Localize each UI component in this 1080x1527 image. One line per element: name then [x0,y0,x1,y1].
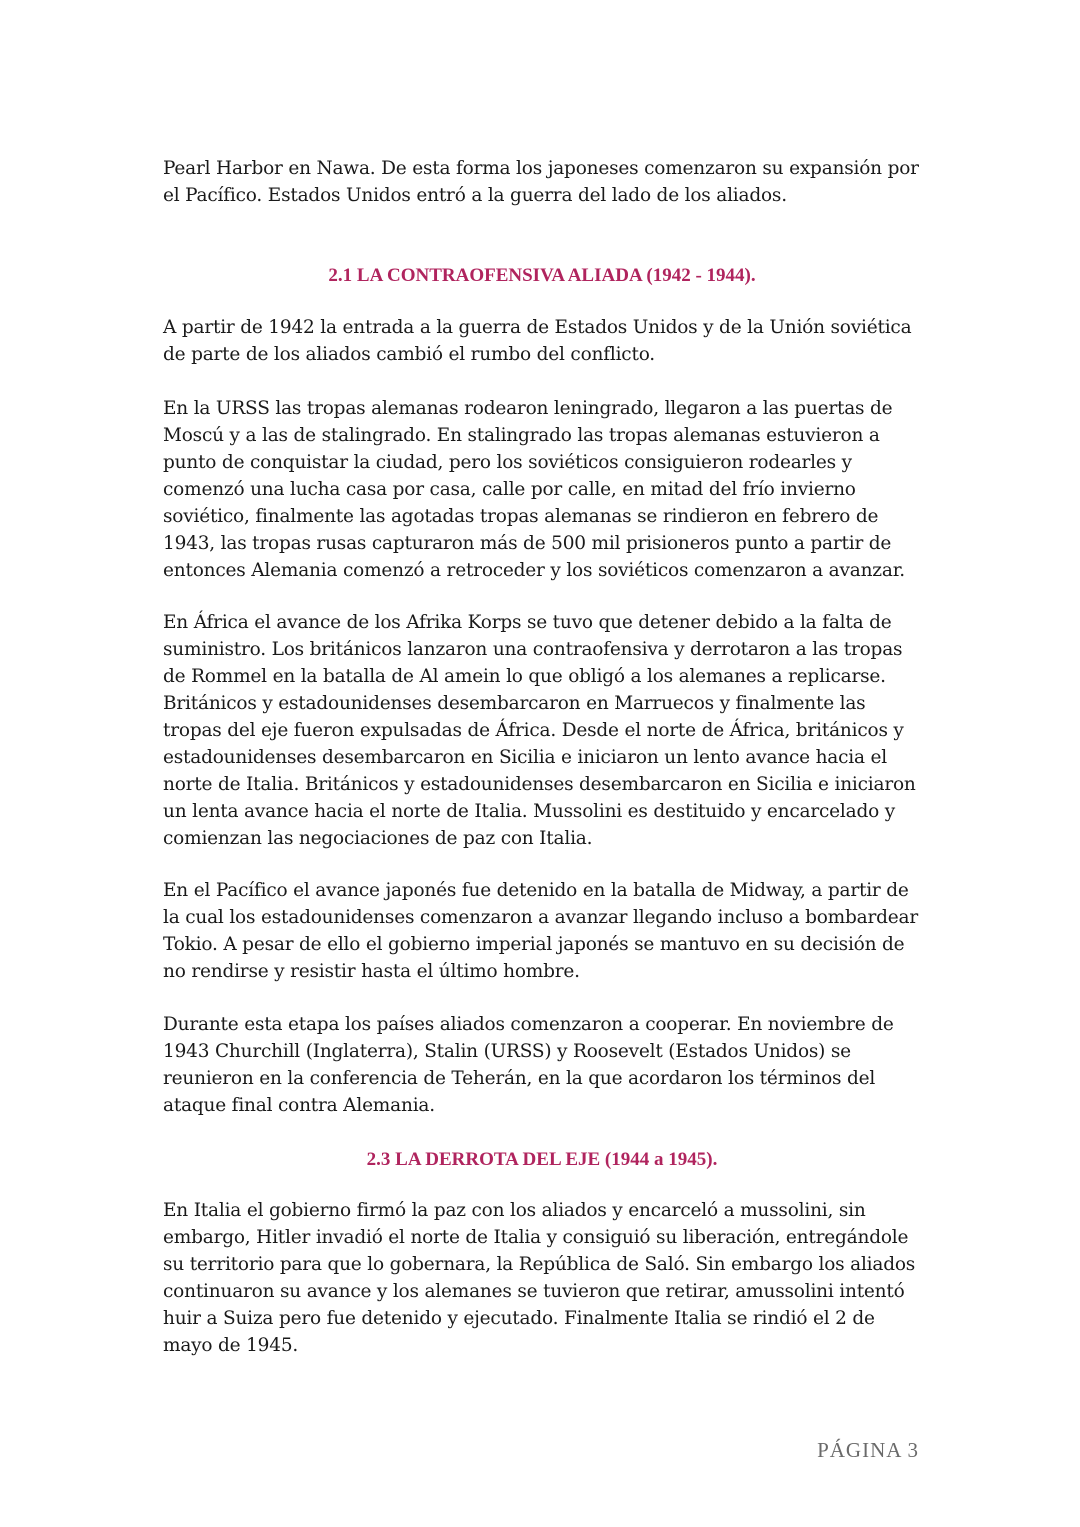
paragraph-pearl-harbor: Pearl Harbor en Nawa. De esta forma los japoneses comenzaron su expansión por el Pacífico. Estados Unidos entró a la guerra del lado de los aliados. [163,158,919,206]
page-number: PÁGINA 3 [817,1438,919,1462]
paragraph-entrada-guerra: A partir de 1942 la entrada a la guerra de Estados Unidos y de la Unión soviética de parte de los aliados cambió el rumbo del conflicto. [163,317,912,365]
paragraph-cooperacion: Durante esta etapa los países aliados comenzaron a cooperar. En noviembre de 1943 Churchill (Inglaterra), Stalin (URSS) y Roosevelt (Estados Unidos) se reunieron en la conferencia de Teherán, en la que acordaron los términos del ataque final contra Alemania. [163,1014,894,1116]
section-heading-contraofensiva: 2.1 LA CONTRAOFENSIVA ALIADA (1942 - 1944). [328,265,756,286]
paragraph-italia: En Italia el gobierno firmó la paz con los aliados y encarceló a mussolini, sin embargo, Hitler invadió el norte de Italia y consiguió su liberación, entregándole su territorio para que lo gobernara, la República de Saló. Sin embargo los aliados continuaron su avance y los alemanes se tuvieron que retirar, amussolini intentó huir a Suiza pero fue detenido y ejecutado. Finalmente Italia se rindió el 2 de mayo de 1945. [163,1200,916,1356]
section-heading-derrota-eje: 2.3 LA DERROTA DEL EJE (1944 a 1945). [366,1149,718,1170]
paragraph-urss: En la URSS las tropas alemanas rodearon leningrado, llegaron a las puertas de Moscú y a las de stalingrado. En stalingrado las tropas alemanas estuvieron a punto de conquistar la ciudad, pero los soviéticos consiguieron rodearles y comenzó una lucha casa por casa, calle por calle, en mitad del frío invierno soviético, finalmente las agotadas tropas alemanas se rindieron en febrero de 1943, las tropas rusas capturaron más de 500 mil prisioneros punto a partir de entonces Alemania comenzó a retroceder y los soviéticos comenzaron a avanzar. [163,398,905,581]
paragraph-pacifico: En el Pacífico el avance japonés fue detenido en la batalla de Midway, a partir de la cual los estadounidenses comenzaron a avanzar llegando incluso a bombardear Tokio. A pesar de ello el gobierno imperial japonés se mantuvo en su decisión de no rendirse y resistir hasta el último hombre. [163,880,918,982]
paragraph-africa: En África el avance de los Afrika Korps se tuvo que detener debido a la falta de suministro. Los británicos lanzaron una contraofensiva y derrotaron a las tropas de Rommel en la batalla de Al amein lo que obligó a los alemanes a replicarse. Británicos y estadounidenses desembarcaron en Marruecos y finalmente las tropas del eje fueron expulsadas de África. Desde el norte de África, británicos y estadounidenses desembarcaron en Sicilia e iniciaron un lento avance hacia el norte de Italia. Británicos y estadounidenses desembarcaron en Sicilia e iniciaron un lenta avance hacia el norte de Italia. Mussolini es destituido y encarcelado y comienzan las negociaciones de paz con Italia. [163,612,916,849]
